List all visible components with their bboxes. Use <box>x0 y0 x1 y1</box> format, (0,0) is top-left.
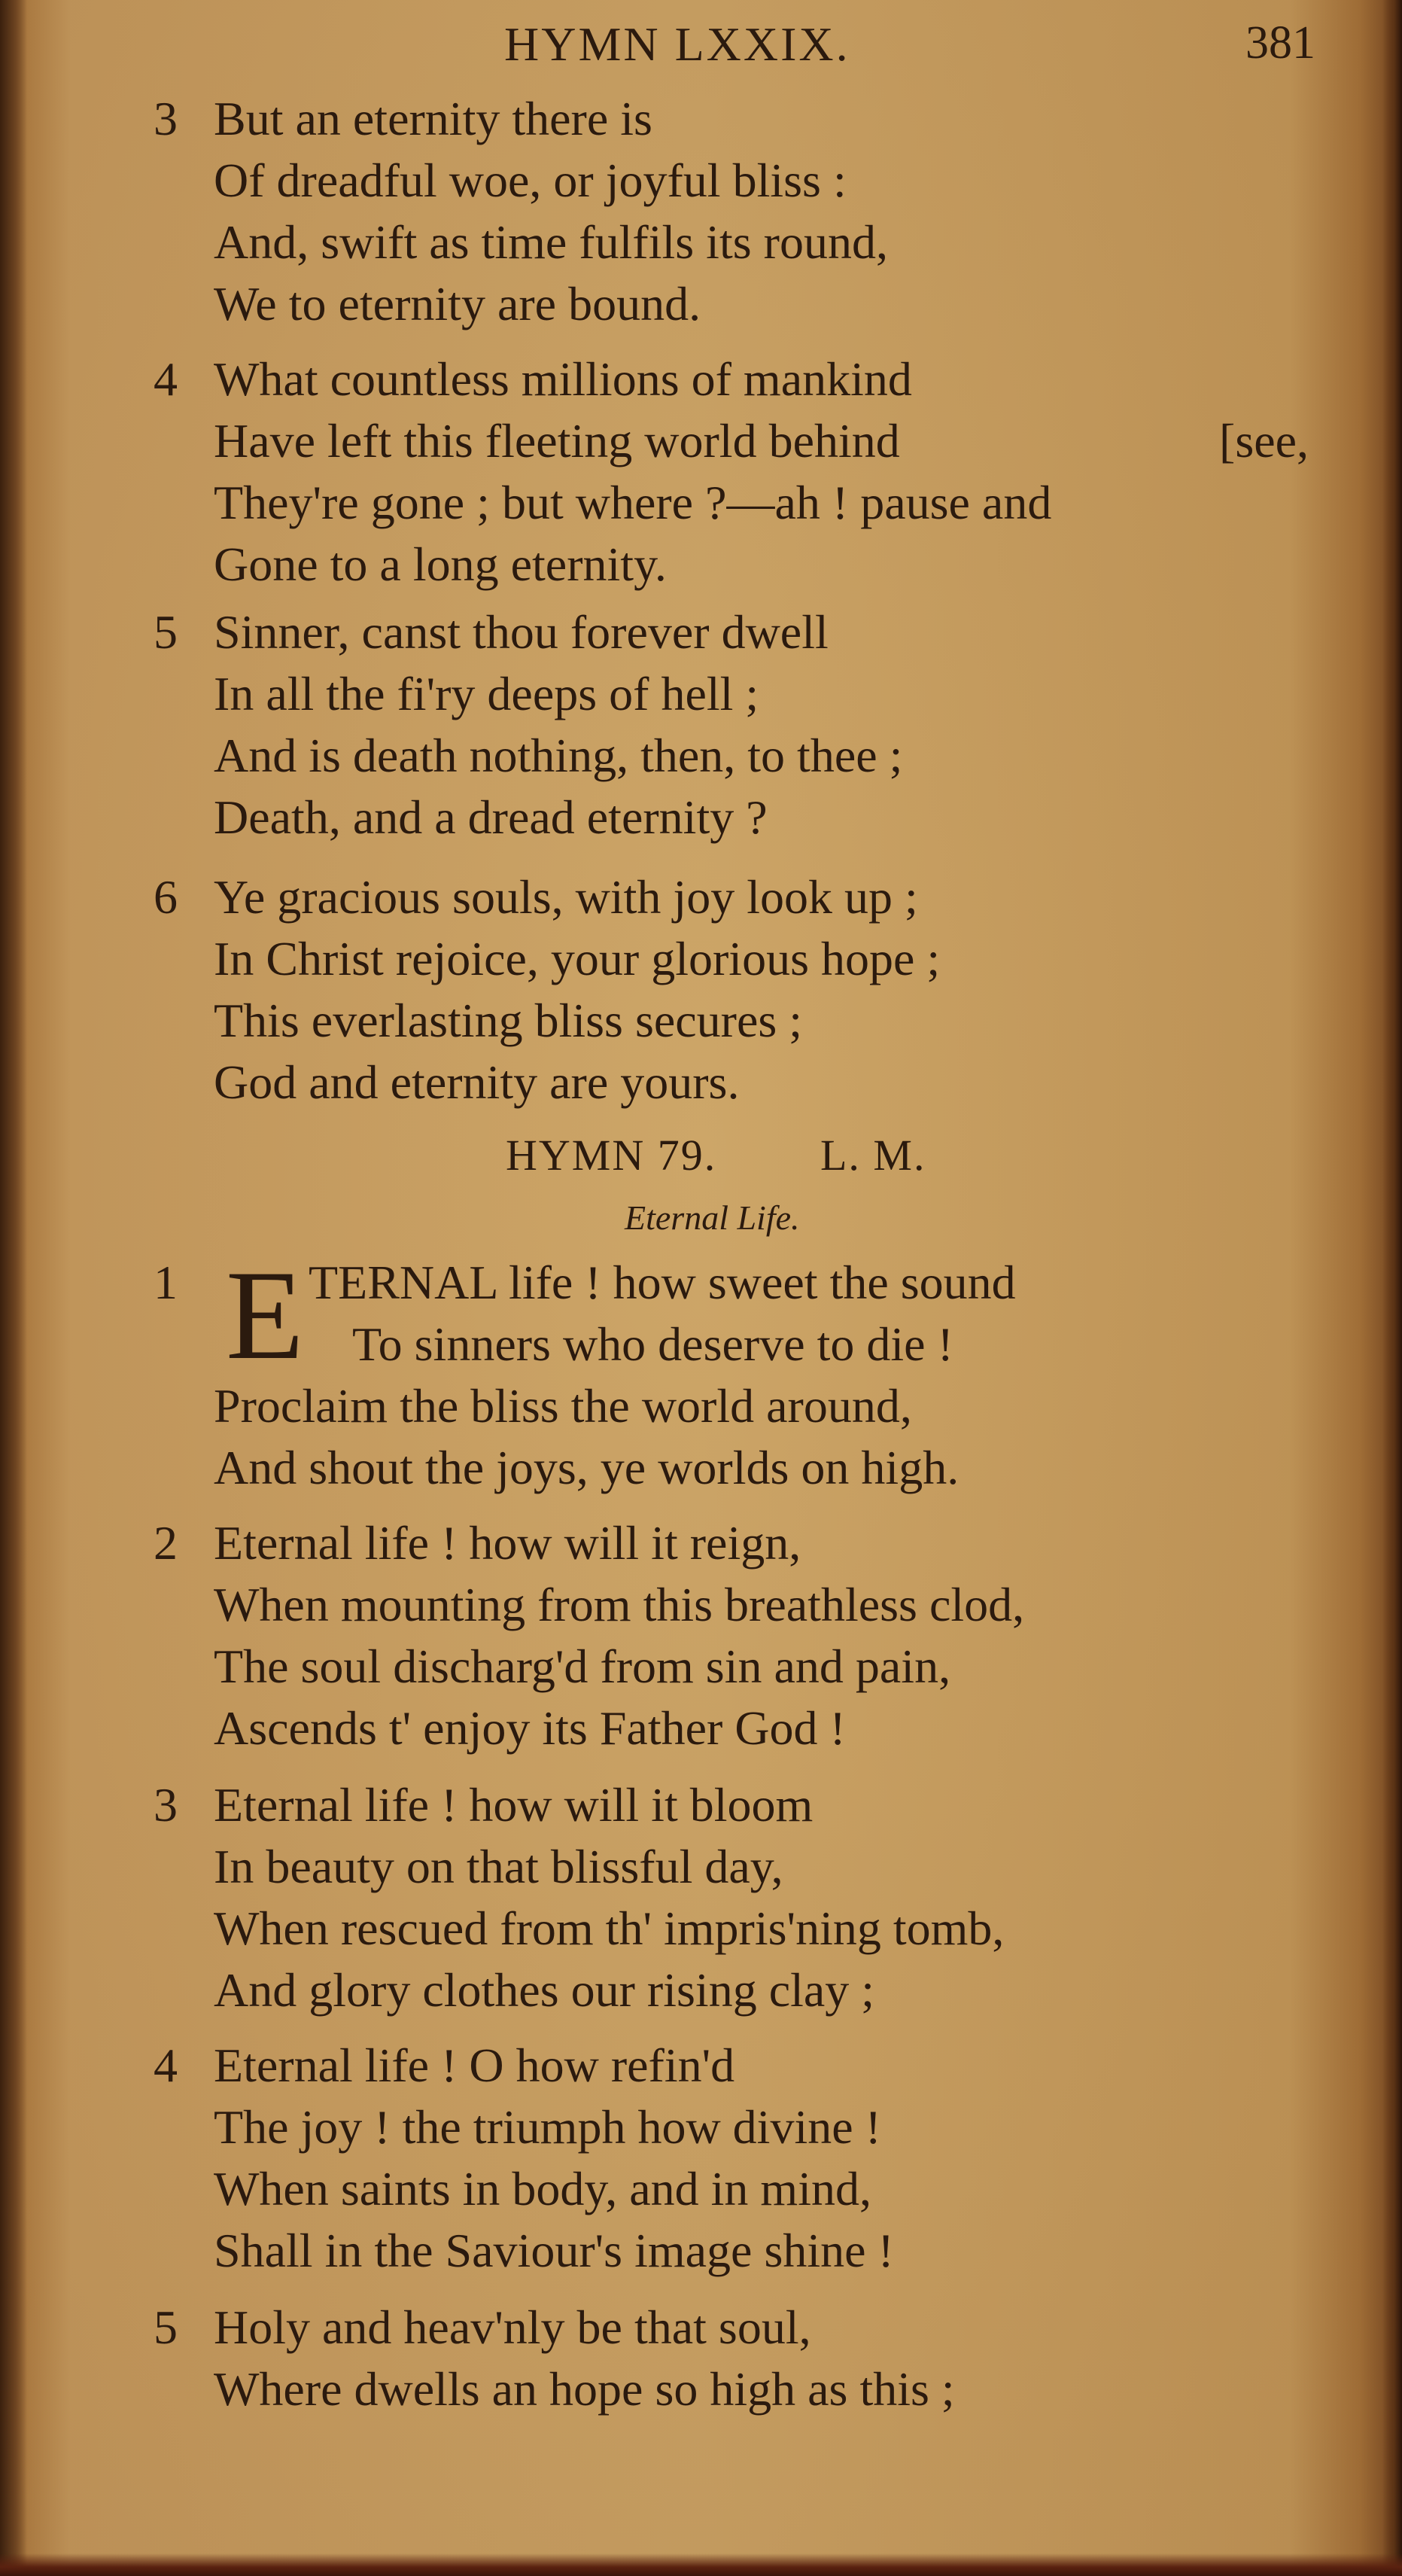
hymn-heading <box>0 1125 1402 1186</box>
stanza-line <box>0 1513 1402 1573</box>
stanza-line <box>0 991 1402 1051</box>
stanza-line <box>0 1837 1402 1897</box>
running-title: HYMN LXXIX. <box>504 17 850 71</box>
verse-line: Sinner, canst thou forever dwell <box>214 605 829 659</box>
verse-line: Shall in the Saviour's image shine ! <box>214 2224 894 2277</box>
verse-line: In beauty on that blissful day, <box>214 1840 783 1893</box>
verse-line: Death, and a dread eternity ? <box>214 790 768 844</box>
stanza-line <box>0 787 1402 848</box>
verse-line: In all the fi'ry deeps of hell ; <box>214 667 759 720</box>
stanza-line <box>0 1253 1402 1313</box>
verse-line: And, swift as time fulfils its round, <box>214 215 888 269</box>
stanza-line <box>0 2221 1402 2281</box>
verse-line: When rescued from th' impris'ning tomb, <box>214 1902 1005 1955</box>
stanza-line <box>0 867 1402 927</box>
stanza-line <box>0 274 1402 334</box>
verse-line: God and eternity are yours. <box>214 1055 740 1109</box>
turnover-bracket: [see, <box>1219 414 1309 467</box>
stanza-number: 2 <box>154 1516 178 1570</box>
verse-line: In Christ rejoice, your glorious hope ; <box>214 932 941 985</box>
stanza-line <box>0 2297 1402 2358</box>
stanza-line <box>0 1376 1402 1436</box>
stanza-line <box>0 1637 1402 1697</box>
stanza-line <box>0 1438 1402 1498</box>
verse-line: Eternal life ! how will it bloom <box>214 1778 814 1832</box>
verse-line: This everlasting bliss secures ; <box>214 994 803 1047</box>
verse-line: Eternal life ! how will it reign, <box>214 1516 801 1570</box>
verse-line: When mounting from this breathless clod, <box>214 1578 1025 1631</box>
verse-line: We to eternity are bound. <box>214 277 701 330</box>
stanza-line <box>0 89 1402 149</box>
stanza-line <box>0 1052 1402 1113</box>
stanza-line <box>0 212 1402 273</box>
verse-line: TERNAL life ! how sweet the sound <box>309 1256 1016 1309</box>
verse-line: Eternal life ! O how refin'd <box>214 2039 735 2092</box>
stanza-line <box>0 473 1402 533</box>
verse-line: Have left this fleeting world behind <box>214 414 900 467</box>
stanza-number: 4 <box>154 2039 178 2092</box>
stanza-line <box>0 2097 1402 2157</box>
page-header <box>0 11 1402 78</box>
verse-line: Proclaim the bliss the world around, <box>214 1379 912 1433</box>
stanza-line <box>0 929 1402 989</box>
hymn-number: HYMN 79. <box>506 1131 717 1180</box>
verse-line: And is death nothing, then, to thee ; <box>214 729 903 782</box>
verse-line: They're gone ; but where ?—ah ! pause and <box>214 476 1052 529</box>
stanza-number: 4 <box>154 352 178 406</box>
stanza-number: 5 <box>154 2300 178 2354</box>
stanza-line <box>0 1698 1402 1758</box>
stanza-number: 1 <box>154 1256 178 1309</box>
stanza-line <box>0 2159 1402 2219</box>
verse-line: And shout the joys, ye worlds on high. <box>214 1441 960 1494</box>
verse-line: But an eternity there is <box>214 92 652 145</box>
stanza-line <box>0 1899 1402 1959</box>
verse-line: To sinners who deserve to die ! <box>352 1317 953 1371</box>
stanza-line <box>0 349 1402 410</box>
verse-line: Holy and heav'nly be that soul, <box>214 2300 811 2354</box>
stanza-line <box>0 411 1402 471</box>
stanza-line <box>0 2036 1402 2096</box>
stanza-line <box>0 664 1402 724</box>
verse-line: Where dwells an hope so high as this ; <box>214 2362 955 2416</box>
verse-line: The soul discharg'd from sin and pain, <box>214 1640 951 1693</box>
stanza-line <box>0 534 1402 595</box>
stanza-line <box>0 2359 1402 2419</box>
page-bottom-edge <box>0 2553 1402 2576</box>
drop-cap: E <box>226 1244 304 1386</box>
verse-line: When saints in body, and in mind, <box>214 2162 871 2215</box>
stanza-number: 5 <box>154 605 178 659</box>
hymn-meter: L. M. <box>820 1131 926 1180</box>
verse-line: What countless millions of mankind <box>214 352 912 406</box>
verse-line: Of dreadful woe, or joyful bliss : <box>214 154 847 207</box>
stanza-line <box>0 1775 1402 1835</box>
stanza-line <box>0 1314 1402 1375</box>
verse-line: Ascends t' enjoy its Father God ! <box>214 1701 846 1755</box>
verse-line: And glory clothes our rising clay ; <box>214 1963 875 2017</box>
stanza-number: 3 <box>154 92 178 145</box>
stanza-line <box>0 1575 1402 1635</box>
verse-line: Gone to a long eternity. <box>214 537 667 591</box>
verse-line: The joy ! the triumph how divine ! <box>214 2100 881 2154</box>
stanza-line <box>0 726 1402 786</box>
hymn-subject: Eternal Life. <box>625 1198 800 1237</box>
stanza-number: 3 <box>154 1778 178 1832</box>
page-number: 381 <box>1245 17 1315 69</box>
verse-line: Ye gracious souls, with joy look up ; <box>214 870 918 924</box>
stanza-line <box>0 1960 1402 2020</box>
stanza-line <box>0 602 1402 662</box>
stanza-number: 6 <box>154 870 178 924</box>
stanza-line <box>0 151 1402 211</box>
